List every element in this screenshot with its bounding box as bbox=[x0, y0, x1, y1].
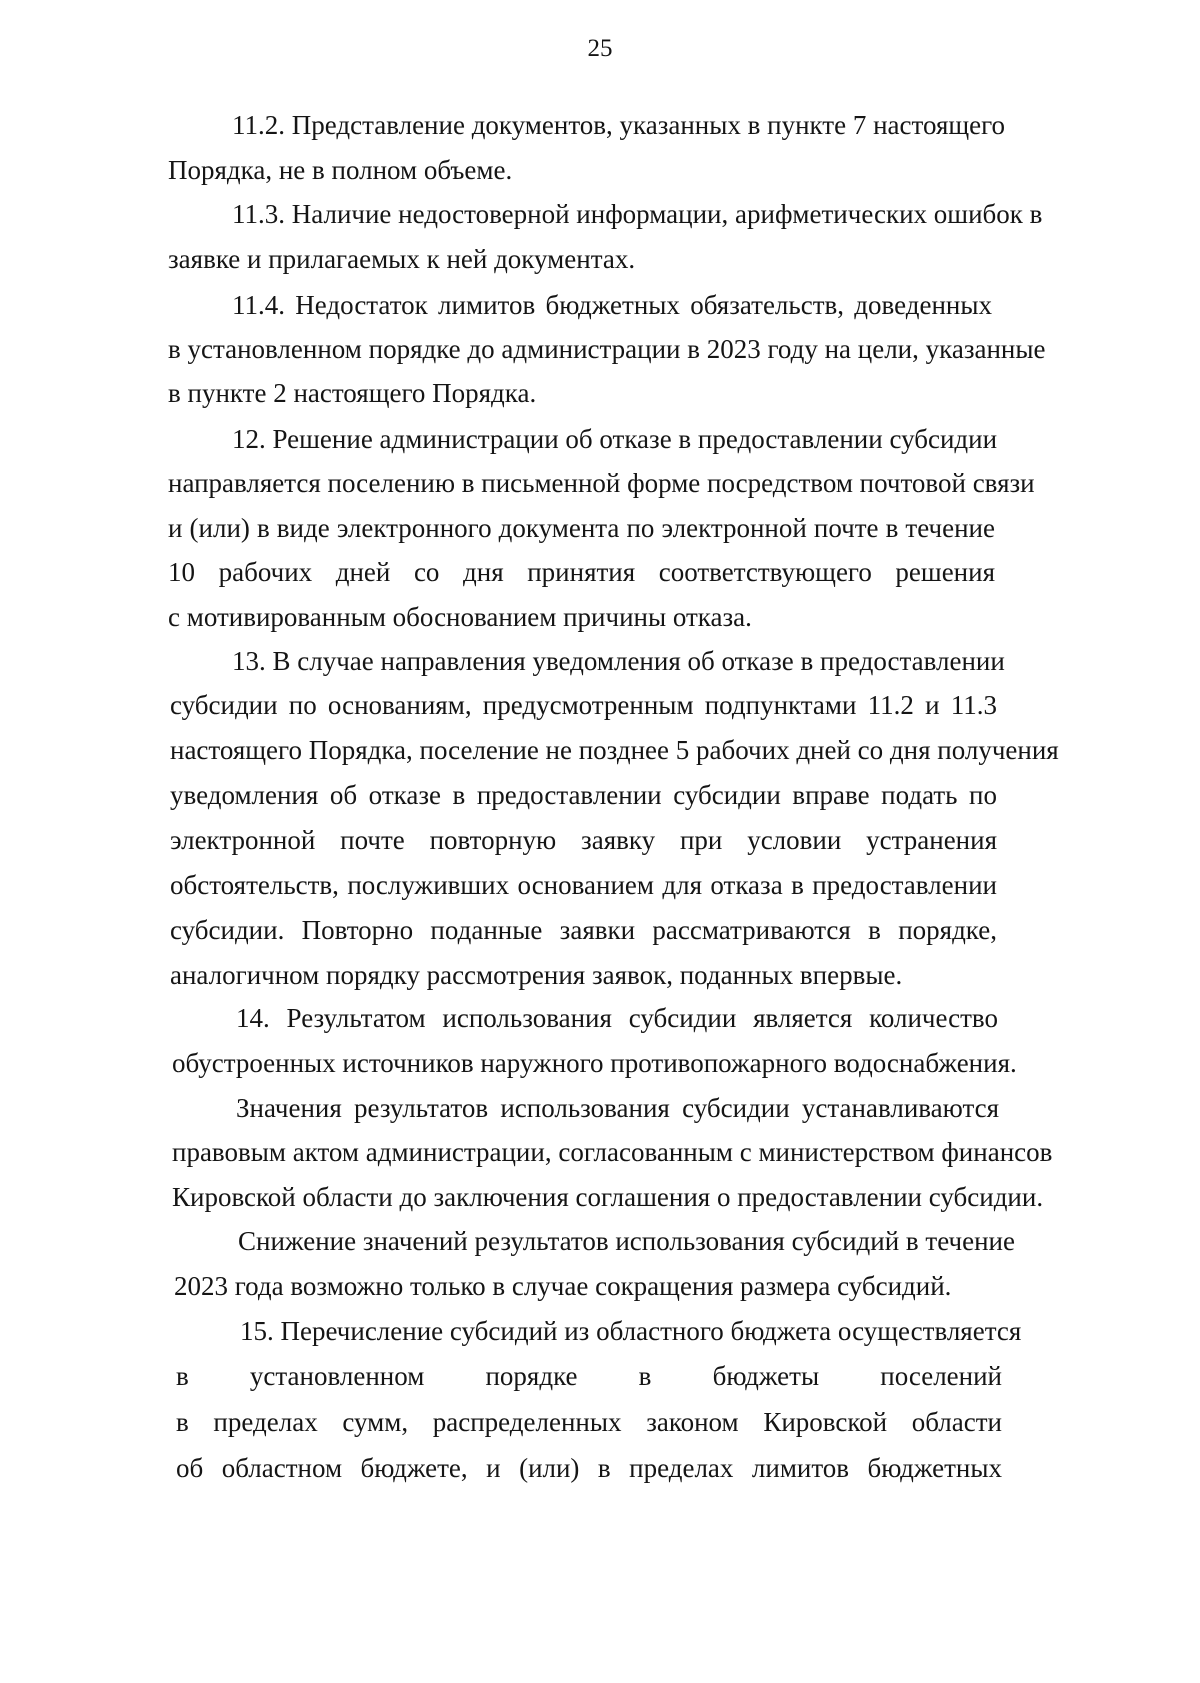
text-line: заявке и прилагаемых к ней документах. bbox=[168, 244, 636, 274]
text-line: 15. Перечисление субсидий из областного бюджета осуществляется bbox=[240, 1316, 1022, 1346]
text-line: 11.4. Недостаток лимитов бюджетных обязательств, доведенных bbox=[232, 290, 992, 320]
text-line: в пределах сумм, распределенных законом Кировской области bbox=[176, 1407, 1002, 1437]
text-line: Порядка, не в полном объеме. bbox=[168, 155, 513, 185]
text-line: в установленном порядке в бюджеты поселений bbox=[176, 1361, 1002, 1391]
text-line: обстоятельств, послуживших основанием для отказа в предоставлении bbox=[170, 870, 997, 900]
text-line: 12. Решение администрации об отказе в предоставлении субсидии bbox=[232, 424, 998, 454]
text-line: 11.2. Представление документов, указанных в пункте 7 настоящего bbox=[232, 110, 1006, 140]
text-line: в пункте 2 настоящего Порядка. bbox=[168, 378, 537, 408]
text-line: субсидии по основаниям, предусмотренным подпунктами 11.2 и 11.3 bbox=[170, 690, 997, 720]
text-line: обустроенных источников наружного противопожарного водоснабжения. bbox=[172, 1048, 1017, 1078]
text-line: 10 рабочих дней со дня принятия соответствующего решения bbox=[168, 557, 995, 587]
text-line: 2023 года возможно только в случае сокращения размера субсидий. bbox=[174, 1271, 952, 1301]
text-line: направляется поселению в письменной форме посредством почтовой связи bbox=[168, 468, 1035, 498]
text-line: аналогичном порядку рассмотрения заявок, поданных впервые. bbox=[170, 960, 903, 990]
text-line: и (или) в виде электронного документа по электронной почте в течение bbox=[168, 513, 995, 543]
text-line: уведомления об отказе в предоставлении субсидии вправе подать по bbox=[170, 780, 997, 810]
text-line: субсидии. Повторно поданные заявки рассматриваются в порядке, bbox=[170, 915, 997, 945]
text-line: Значения результатов использования субсидии устанавливаются bbox=[236, 1093, 999, 1123]
text-line: Снижение значений результатов использования субсидий в течение bbox=[238, 1226, 1015, 1256]
text-line: электронной почте повторную заявку при условии устранения bbox=[170, 825, 997, 855]
text-line: об областном бюджете, и (или) в пределах лимитов бюджетных bbox=[176, 1453, 1002, 1483]
text-line: 11.3. Наличие недостоверной информации, арифметических ошибок в bbox=[232, 199, 1043, 229]
text-line: правовым актом администрации, согласованным с министерством финансов bbox=[172, 1137, 1053, 1167]
text-line: 13. В случае направления уведомления об отказе в предоставлении bbox=[232, 646, 1005, 676]
text-line: в установленном порядке до администрации в 2023 году на цели, указанные bbox=[168, 334, 1046, 364]
text-line: с мотивированным обоснованием причины отказа. bbox=[168, 602, 752, 632]
text-line: настоящего Порядка, поселение не позднее 5 рабочих дней со дня получения bbox=[170, 735, 1059, 765]
text-line: 14. Результатом использования субсидии является количество bbox=[236, 1003, 998, 1033]
text-line: Кировской области до заключения соглашения о предоставлении субсидии. bbox=[172, 1182, 1044, 1212]
page-number: 25 bbox=[587, 35, 613, 62]
